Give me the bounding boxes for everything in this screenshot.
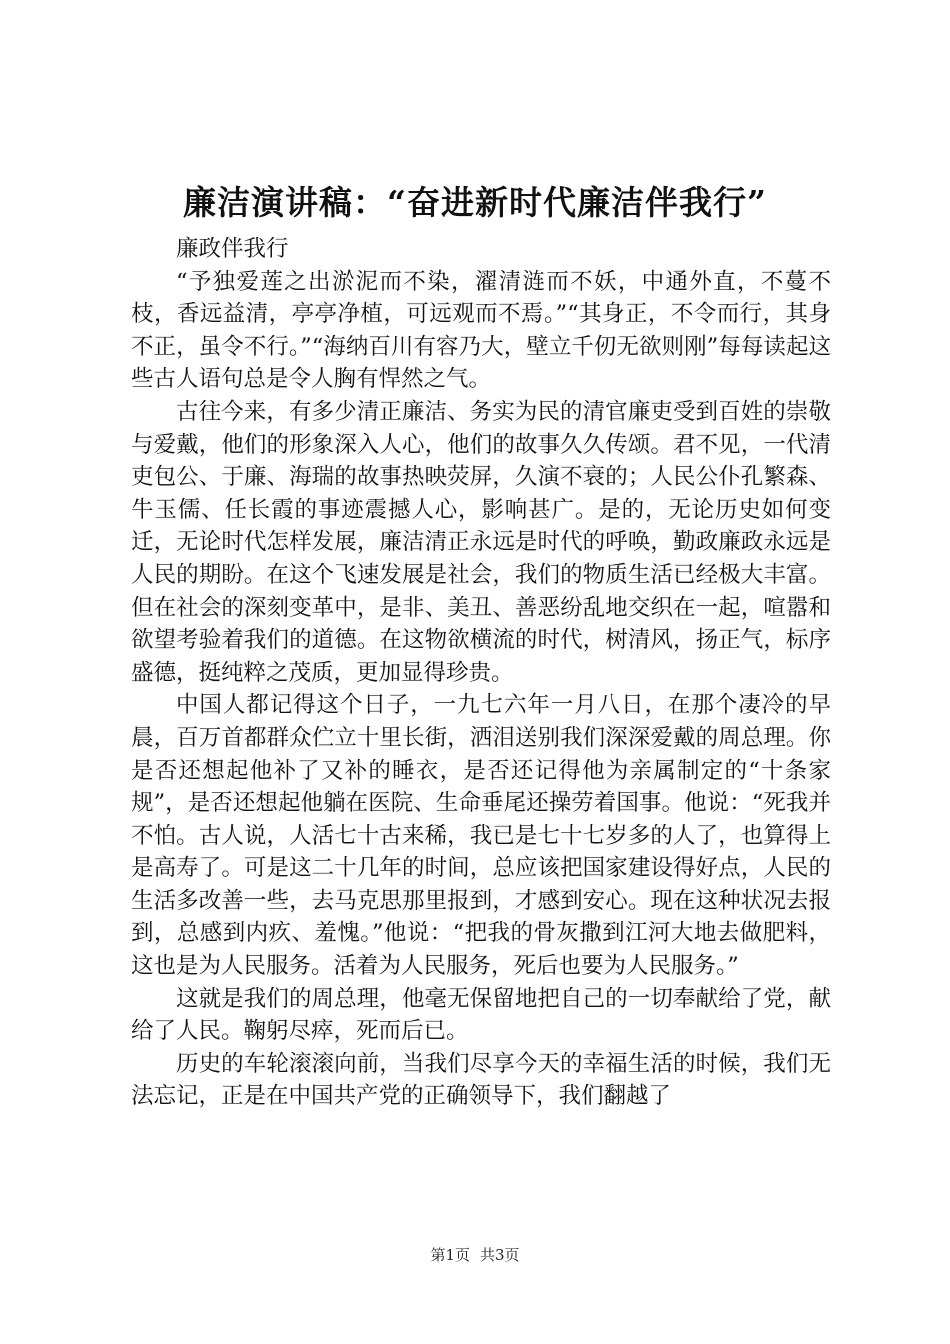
paragraph: 这就是我们的周总理，他毫无保留地把自己的一切奉献给了党，献给了人民。鞠躬尽瘁，死而后已。 [131,985,831,1045]
page-title: 廉洁演讲稿：“奋进新时代廉洁伴我行” [183,183,767,222]
page-footer [0,1244,950,1265]
paragraph: 历史的车轮滚滚向前，当我们尽享今天的幸福生活的时候，我们无法忘记，正是在中国共产党的正确领导下，我们翻越了 [131,1050,831,1110]
paragraph: 中国人都记得这个日子，一九七六年一月八日，在那个凄冷的早晨，百万首都群众伫立十里长街，洒泪送别我们深深爱戴的周总理。你是否还想起他补了又补的睡衣，是否还记得他为亲属制定的“十条家规”，是否还想起他躺在医院、生命垂尾还操劳着国事。他说：“死我并不怕。古人说，人活七十古来稀，我已是七十七岁多的人了，也算得上是高寿了。可是这二十几年的时间，总应该把国家建设得好点，人民的生活多改善一些，去马克思那里报到，才感到安心。现在这种状况去报到，总感到内疚、羞愧。”他说：“把我的骨灰撒到江河大地去做肥料，这也是为人民服务。活着为人民服务，死后也要为人民服务。” [131,692,831,980]
paragraph-subtitle: 廉政伴我行 [176,236,289,262]
paragraph: “予独爱莲之出淤泥而不染，濯清涟而不妖，中通外直，不蔓不枝，香远益清，亭亭净植，可远观而不焉。”“其身正，不令而行，其身不正，虽令不行。”“海纳百川有容乃大，壁立千仞无欲则刚”每每读起这些古人语句总是令人胸有悍然之气。 [131,268,831,393]
page-total: 共3页 [480,1246,520,1264]
document-body [131,233,831,1113]
page-number: 第1页 [430,1246,470,1264]
paragraph: 古往今来，有多少清正廉洁、务实为民的清官廉吏受到百姓的崇敬与爱戴，他们的形象深入人心，他们的故事久久传颂。君不见，一代清吏包公、于廉、海瑞的故事热映荧屏，久演不衰的；人民公仆孔繁森、牛玉儒、任长霞的事迹震撼人心，影响甚广。是的，无论历史如何变迁，无论时代怎样发展，廉洁清正永远是时代的呼唤，勤政廉政永远是人民的期盼。在这个飞速发展是社会，我们的物质生活已经极大丰富。但在社会的深刻变革中，是非、美丑、善恶纷乱地交织在一起，喧嚣和欲望考验着我们的道德。在这物欲横流的时代，树清风，扬正气，标序盛德，挺纯粹之茂质，更加显得珍贵。 [131,398,831,686]
